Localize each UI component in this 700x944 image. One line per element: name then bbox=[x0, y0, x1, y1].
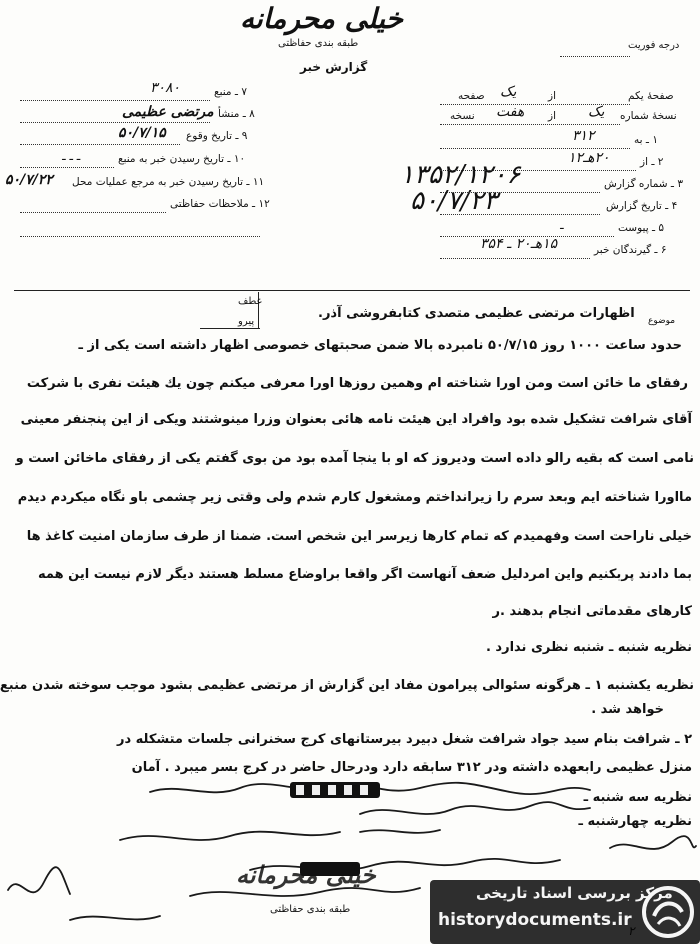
field-attachment-label: ۵ ـ پیوست bbox=[618, 222, 665, 234]
field-report-date-label: ۴ ـ تاریخ گزارش bbox=[606, 200, 678, 212]
page-line-unit: صفحه bbox=[458, 90, 485, 102]
field-date-received-source-value: ـ ـ ـ bbox=[62, 149, 81, 163]
copy-line-number: یک bbox=[588, 104, 605, 120]
report-type: گزارش خبر bbox=[300, 60, 368, 74]
subject-label: موضوع bbox=[648, 316, 676, 326]
page-line-value: یک bbox=[500, 84, 517, 100]
body-line-4: نامی است که بقیه رالو داده است ودیروز که او با ینجا آمده بود من بوی گفتم یکی از رفقای ماخائن است و bbox=[15, 451, 694, 466]
field-recipients-value: ۱۵هـ۲۰ ـ ۳۵۴ bbox=[480, 236, 558, 252]
field-from-value: ۲۰هـ۱۲ bbox=[568, 150, 610, 166]
urgency-label: درجه فوریت bbox=[628, 40, 680, 51]
watermark-line2: historydocuments.ir bbox=[438, 910, 632, 930]
field-source-value: ۳۰۸۰ bbox=[150, 80, 181, 96]
side-box-atf: عطف bbox=[238, 296, 263, 307]
field-to-label: ۱ ـ به bbox=[634, 134, 658, 146]
body-line-1: حدود ساعت ۱۰۰۰ روز ۵۰/۷/۱۵ نامبرده بالا ضمن صحبتهای خصوصی اظهار داشته است یکی از ـ bbox=[78, 338, 682, 353]
classification-title: خیلی محرمانه bbox=[240, 2, 403, 35]
copy-line-unit: نسخه bbox=[450, 110, 475, 122]
field-date-occurred-value: ۵۰/۷/۱۵ bbox=[118, 125, 166, 141]
field-recipients-label: ۶ ـ گیرندگان خبر bbox=[594, 244, 667, 256]
body-line-5: مااورا شناخته ایم وبعد سرم را زیرانداختم ومشغول کارم شدم ولی وقتی زیر چشمی باو نگاه میکردم دیدم bbox=[17, 490, 692, 505]
opinion-saturday: نظریه شنبه ـ شنبه نظری ندارد . bbox=[485, 640, 692, 655]
opinion-sunday-2a: ۲ ـ شرافت بنام سید جواد شرافت شغل دبیرد بیرستانهای کرج سخنرانی جلسات متشکله در bbox=[116, 732, 692, 747]
header-divider bbox=[14, 290, 690, 291]
field-date-received-ops-value: ۵۰/۷/۲۲ bbox=[5, 172, 53, 188]
field-security-notes-label: ۱۲ ـ ملاحظات حفاظتی bbox=[170, 198, 270, 210]
field-date-received-source-label: ۱۰ ـ تاریخ رسیدن خبر به منبع bbox=[118, 153, 246, 165]
urgency-line bbox=[560, 56, 630, 57]
field-report-number-label: ۳ ـ شماره گزارش bbox=[604, 178, 683, 190]
watermark-logo-icon bbox=[640, 884, 696, 940]
copy-line-total: هفت bbox=[496, 104, 525, 120]
field-attachment-value: ـ bbox=[560, 218, 564, 232]
subject-text: اظهارات مرتضی عظیمی متصدی کتابفروشی آذر. bbox=[318, 306, 635, 321]
field-origin-value: مرتضی عظیمی bbox=[122, 104, 214, 120]
field-to-value: ۳۱۲ bbox=[572, 128, 595, 144]
copy-line-from: از bbox=[548, 110, 556, 122]
field-date-received-ops-label: ۱۱ ـ تاریخ رسیدن خبر به مرجع عملیات محل bbox=[72, 176, 265, 188]
copy-line-label: نسخهٔ شماره bbox=[620, 110, 677, 122]
body-line-2: رفقای ما خائن است ومن اورا شناخته ام وهمین روزها اورا معرفی میکنم چون یك هیئت نفری با شرکت bbox=[26, 376, 688, 391]
field-from-label: ۲ ـ از bbox=[640, 156, 664, 168]
field-origin-label: ۸ ـ منشأ bbox=[218, 108, 255, 120]
body-line-7: بما دادند پربکنیم واین امردلیل ضعف آنهاست اگر واقعا براوضاع مسلط هستند دیگر لازم نیست این همه bbox=[38, 567, 692, 582]
field-report-date-value: ۵۰/۷/۲۳ bbox=[410, 186, 498, 216]
opinion-wednesday: نظریه چهارشنبه ـ bbox=[578, 814, 692, 829]
field-date-occurred-label: ۹ ـ تاریخ وقوع bbox=[186, 130, 248, 142]
opinion-sunday-1b: خواهد شد . bbox=[591, 702, 664, 717]
opinion-sunday-2b: منزل عظیمی رابعهده داشته ودر ۳۱۲ سابقه دارد ودرحال حاضر در کرج بسر میبرد . آمان bbox=[131, 760, 692, 775]
watermark-line1: مرکز بررسی اسناد تاریخی bbox=[476, 884, 673, 902]
footer-classification: خیلی محرمانه bbox=[236, 860, 376, 889]
body-line-8: کارهای مقدماتی انجام بدهند .ر bbox=[492, 604, 692, 619]
field-source-label: ۷ ـ منبع bbox=[214, 86, 247, 98]
body-line-6: خیلی ناراحت است وفهمیدم که تمام کارها زیرسر این شخص است. ضمنا از طرف سازمان امنیت کاغذ ها bbox=[26, 529, 692, 544]
opinion-tuesday: نظریه سه شنبه ـ bbox=[583, 790, 692, 805]
classification-subtitle: طبقه بندی حفاظتی bbox=[278, 38, 359, 49]
page-line-from: از bbox=[548, 90, 556, 102]
footer-classification-sub: طبقه بندی حفاظتی bbox=[270, 904, 351, 915]
page-line-label: صفحهٔ یکم bbox=[628, 90, 674, 102]
side-box-peyro: پیرو bbox=[238, 316, 255, 327]
opinion-sunday-1a: نظریه یکشنبه ۱ ـ هرگونه سئوالی پیرامون مفاد این گزارش از مرتضی عظیمی بشود موجب سوخته شدن منبع bbox=[0, 678, 694, 693]
body-line-3: آقای شرافت تشکیل شده بود وافراد این هیئت نامه هائی بعنوان وزرا مینوشتند ویکی از این پنجنفر معینی bbox=[20, 412, 692, 427]
field-report-number-value: ۱۳۵۲/۱۲۰۶ bbox=[400, 160, 521, 190]
